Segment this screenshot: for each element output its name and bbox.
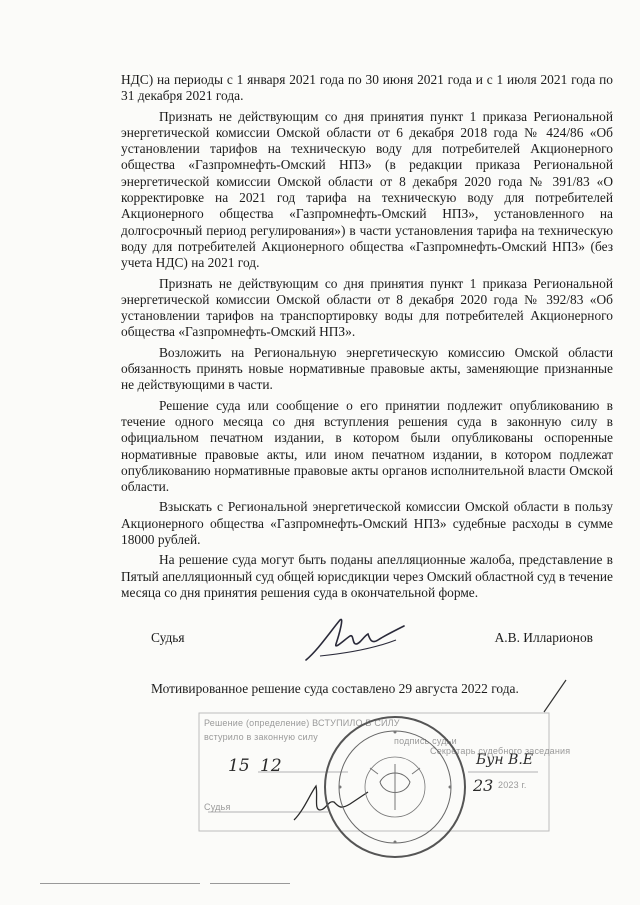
stamp-day: 15 — [228, 756, 250, 776]
judge-label: Судья — [151, 630, 185, 645]
motivated-decision-note: Мотивированное решение суда составлено 29 августа 2022 года. — [151, 681, 519, 696]
paragraph: Признать не действующим со дня принятия пункт 1 приказа Региональной энергетической комиссии Омской области от 8 декабря 2020 года № 392/83 «Об установлении тарифов на транспортировку воды для потребителей Акционерного общества «Газпромнефть-Омский НПЗ». — [121, 275, 613, 340]
paragraph: Возложить на Региональную энергетическую комиссию Омской области обязанность принять новые нормативные правовые акты, заменяющие признанные не действующими в части. — [121, 344, 613, 393]
pen-stroke — [540, 676, 570, 716]
stamp-year-handwritten: 23 — [473, 776, 494, 795]
stamp-year: 2023 г. — [498, 780, 527, 790]
paragraph: НДС) на периоды с 1 января 2021 года по 30 июня 2021 года и с 1 июля 2021 года по 31 декабря 2021 года. — [121, 72, 613, 104]
stamp-line: встурило в законную силу — [204, 732, 318, 742]
judge-signature — [300, 610, 420, 670]
stamp-judge-label: Судья — [204, 802, 231, 812]
stamp-line: подпись судьи — [394, 736, 457, 746]
stamp-month: 12 — [260, 756, 282, 776]
paragraph: Решение суда или сообщение о его принятии подлежит опубликованию в течение одного месяца со дня вступления решения суда в законную силу в официальном печатном издании, в котором были опубликованы оспоренные нормативные правовые акты, или ином печатном издании, в котором подлежат опубликованию нормативные правовые акты органов исполнительной власти Омской области. — [121, 397, 613, 495]
secretary-initials: Бун В.Е — [476, 752, 534, 768]
judge-name: А.В. Илларионов — [494, 630, 593, 645]
paragraph: Признать не действующим со дня принятия пункт 1 приказа Региональной энергетической комиссии Омской области от 6 декабря 2018 года № 424/86 «Об установлении тарифов на техническую воду для потребителей Акционерного общества «Газпромнефть-Омский НПЗ» (в редакции приказа Региональной энергетической комиссии Омской области от 8 декабря 2020 года № 391/83 «О корректировке на 2021 год тарифа на техническую воду для потребителей Акционерного общества «Газпромнефть-Омский НПЗ», установленного на долгосрочный период регулирования») в части установления тарифа на техническую воду для потребителей Акционерного общества «Газпромнефть-Омский НПЗ» (без учета НДС) на 2021 год. — [121, 108, 613, 271]
round-seal-icon — [320, 712, 470, 862]
stamp-line: Решение (определение) ВСТУПИЛО В СИЛУ — [204, 718, 400, 728]
scan-artifact — [210, 883, 290, 884]
paragraph: На решение суда могут быть поданы апелляционные жалоба, представление в Пятый апелляционный суд общей юрисдикции через Омский областной суд в течение месяца со дня принятия решения суда в окончательной форме. — [121, 552, 613, 600]
paragraph: Взыскать с Региональной энергетической комиссии Омской области в пользу Акционерного общества «Газпромнефть-Омский НПЗ» судебные расходы в сумме 18000 рублей. — [121, 499, 613, 548]
stamp-line: Секретарь судебного заседания — [430, 746, 571, 756]
decision-text — [121, 72, 613, 605]
scan-artifact — [40, 883, 200, 884]
